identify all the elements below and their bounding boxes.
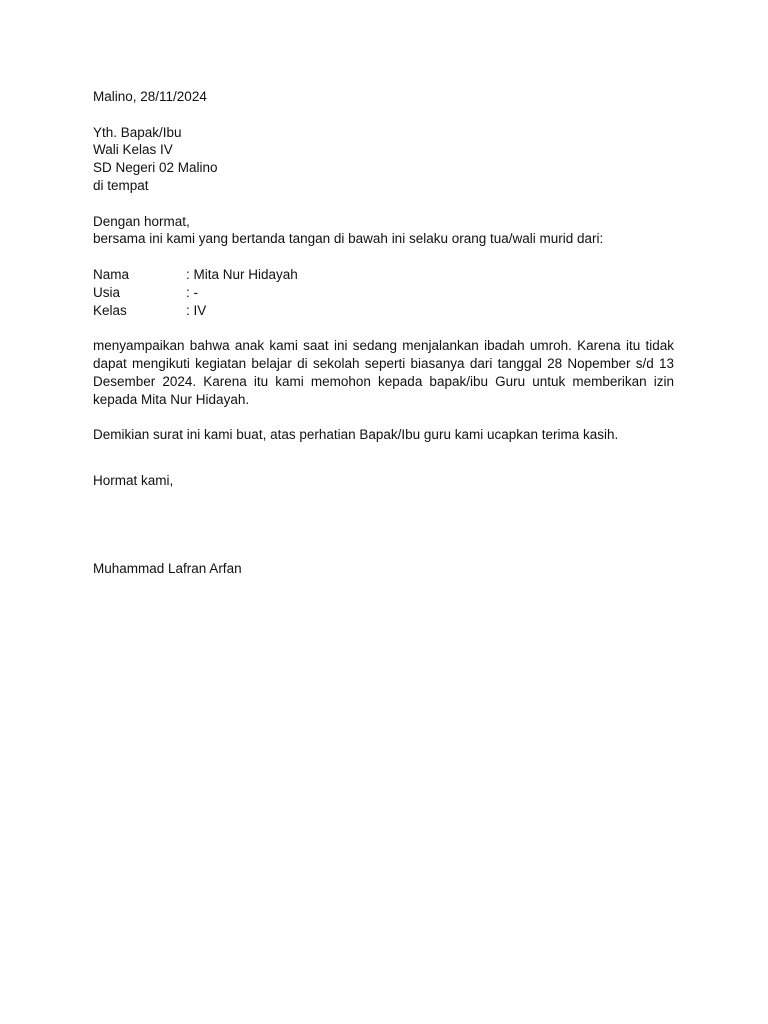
greeting: Dengan hormat,: [93, 213, 190, 229]
closing-paragraph: Demikian surat ini kami buat, atas perhatian Bapak/Ibu guru kami ucapkan terima kasih.: [93, 427, 619, 443]
spacer: [93, 248, 674, 266]
recipient-block: [93, 124, 674, 195]
intro-text: bersama ini kami yang bertanda tangan di bawah ini selaku orang tua/wali murid dari:: [93, 231, 604, 247]
spacer: [93, 444, 674, 472]
field-label: Kelas: [93, 302, 127, 318]
recipient-line: SD Negeri 02 Malino: [93, 160, 218, 176]
student-fields: [93, 266, 674, 319]
signer-name: Muhammad Lafran Arfan: [93, 560, 242, 576]
place-date: Malino, 28/11/2024: [93, 89, 207, 104]
spacer: [93, 319, 674, 337]
field-row-kelas: [93, 302, 674, 320]
field-value: : IV: [186, 302, 207, 318]
field-value: : -: [186, 284, 198, 300]
field-label: Usia: [93, 284, 121, 300]
recipient-line: Wali Kelas IV: [93, 142, 173, 158]
field-label: Nama: [93, 266, 130, 282]
signature-space: [93, 490, 674, 560]
signoff: Hormat kami,: [93, 472, 174, 488]
body-paragraph: menyampaikan bahwa anak kami saat ini sedang menjalankan ibadah umroh. Karena itu tidak dapat mengikuti kegiatan belajar di sekolah seperti biasanya dari tanggal 28 Nopember s/d 13 Desember 2024. Karena itu kami memohon kepada bapak/ibu Guru untuk memberikan izin kepada Mita Nur Hidayah.: [93, 338, 674, 407]
recipient-line: Yth. Bapak/Ibu: [93, 124, 182, 140]
field-value: : Mita Nur Hidayah: [186, 266, 298, 282]
field-row-nama: [93, 266, 674, 284]
spacer: [93, 106, 674, 124]
field-row-usia: [93, 284, 674, 302]
spacer: [93, 195, 674, 213]
recipient-line: di tempat: [93, 177, 149, 193]
spacer: [93, 408, 674, 426]
letter-body: [93, 88, 674, 578]
